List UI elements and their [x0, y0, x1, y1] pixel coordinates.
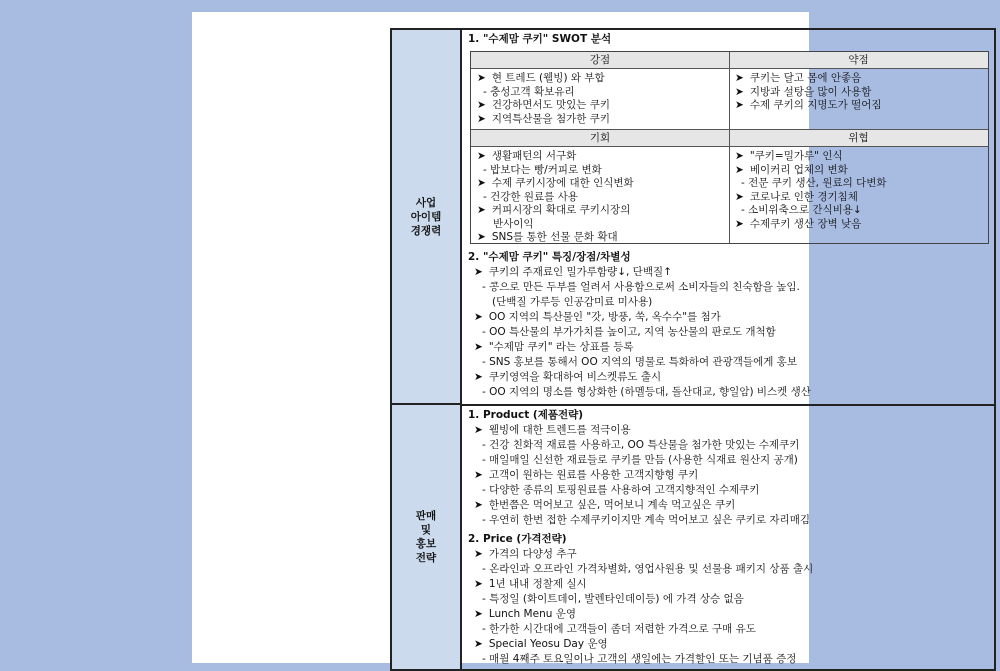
- bullet-item: [468, 310, 990, 325]
- arrow-bullet-icon: ➤: [477, 99, 486, 111]
- item-text: 현 트레드 (웰빙) 와 부합: [491, 72, 605, 84]
- sub-item: [475, 164, 729, 178]
- bullet-item: [468, 637, 990, 652]
- arrow-bullet-icon: ➤: [477, 177, 486, 189]
- sub-item: [468, 325, 990, 340]
- row-label-competitiveness: [392, 30, 462, 405]
- item-text: 고객이 원하는 원료를 사용한 고객지향형 쿠키: [488, 469, 699, 481]
- arrow-bullet-icon: ➤: [477, 204, 486, 216]
- bullet-item: [468, 547, 990, 562]
- arrow-bullet-icon: ➤: [474, 638, 483, 650]
- sub-item: [468, 453, 990, 468]
- item-text: 가격의 다양성 추구: [488, 548, 577, 560]
- arrow-bullet-icon: ➤: [735, 72, 744, 84]
- arrow-bullet-icon: ➤: [477, 72, 486, 84]
- item-text: - 매일매일 신선한 재료들로 쿠키를 만듬 (사용한 식재료 원산지 공개): [482, 454, 798, 466]
- bullet-item: [733, 99, 988, 113]
- sub-item: [733, 204, 988, 218]
- label-line: 홍보: [415, 538, 437, 550]
- swot-threat-list: [729, 147, 988, 231]
- item-text: 수제쿠키 생산 장벽 낮음: [749, 217, 862, 230]
- item-text: - 한가한 시간대에 고객들이 좀더 저렴한 가격으로 구매 유도: [482, 623, 756, 635]
- item-text: 쿠키의 주재료인 밀가루함량↓, 단백질↑: [488, 266, 672, 278]
- item-text: - OO 특산물의 부가가치를 높이고, 지역 농산물의 판로도 개척함: [482, 326, 776, 338]
- arrow-bullet-icon: ➤: [735, 163, 744, 176]
- item-text: - 전문 쿠키 생산, 원료의 다변화: [741, 177, 887, 189]
- label-line: 전략: [415, 552, 437, 564]
- item-text: - OO 지역의 명소를 형상화한 (하멜등대, 돌산대교, 향일암) 비스켓 생산: [482, 386, 811, 398]
- features-list: [468, 265, 990, 400]
- sub-item: [468, 355, 990, 370]
- bullet-item: [468, 423, 990, 438]
- bullet-item: [468, 265, 990, 280]
- bullet-item: [468, 607, 990, 622]
- item-text: 코로나로 인한 경기침체: [749, 190, 858, 203]
- sub-item: [733, 177, 988, 191]
- arrow-bullet-icon: ➤: [735, 99, 744, 111]
- arrow-bullet-icon: ➤: [477, 231, 486, 243]
- sub-item: [475, 218, 729, 232]
- arrow-bullet-icon: ➤: [474, 266, 483, 278]
- item-text: "쿠키=밀가루" 인식: [749, 150, 843, 162]
- item-text: 한번쯤은 먹어보고 싶은, 먹어보니 계속 먹고싶은 쿠키: [488, 499, 736, 511]
- item-text: - 건강한 원료를 사용: [483, 190, 578, 203]
- sub-item: [468, 592, 990, 607]
- arrow-bullet-icon: ➤: [474, 499, 483, 511]
- swot-header-weakness: 약점: [729, 52, 988, 69]
- bullet-item: [733, 150, 988, 164]
- item-text: - 매월 4째주 토요일이나 고객의 생일에는 가격할인 또는 기념품 증정: [482, 653, 797, 665]
- arrow-bullet-icon: ➤: [474, 371, 483, 383]
- item-text: 생활패턴의 서구화: [491, 150, 577, 162]
- arrow-bullet-icon: ➤: [477, 112, 486, 125]
- bullet-item: [475, 72, 729, 86]
- sub-item: [468, 483, 990, 498]
- item-text: - 소비위축으로 간식비용↓: [741, 204, 862, 216]
- swot-header-threat: 위협: [729, 130, 988, 147]
- bullet-item: [475, 150, 729, 164]
- item-text: - 콩으로 만든 두부를 얼려서 사용함으로써 소비자들의 친숙함을 높임.: [482, 281, 800, 293]
- product-title: 1. Product (제품전략): [468, 409, 584, 421]
- price-title: 2. Price (가격전략): [468, 533, 567, 545]
- bullet-item: [733, 218, 988, 232]
- arrow-bullet-icon: ➤: [735, 85, 744, 98]
- swot-section: [468, 32, 990, 47]
- bullet-item: [475, 204, 729, 218]
- bullet-item: [468, 370, 990, 385]
- bullet-item: [468, 498, 990, 513]
- bullet-item: [733, 164, 988, 178]
- bullet-item: [475, 99, 729, 113]
- item-text: "수제맘 쿠키" 라는 상표를 등록: [488, 341, 634, 353]
- label-line: 판매: [415, 510, 437, 522]
- swot-vertical-divider: [729, 52, 730, 243]
- sub-item: [468, 438, 990, 453]
- sub-item: [468, 622, 990, 637]
- label-line: 사업: [415, 196, 437, 209]
- product-list: [468, 423, 990, 528]
- label-line: 및: [420, 524, 432, 536]
- arrow-bullet-icon: ➤: [735, 190, 744, 203]
- arrow-bullet-icon: ➤: [477, 150, 486, 162]
- sub-item: [475, 86, 729, 100]
- item-text: 베이커리 업체의 변화: [749, 163, 848, 176]
- bullet-item: [733, 191, 988, 205]
- sub-item: [468, 562, 990, 577]
- item-text: 쿠키영역을 확대하여 비스켓류도 출시: [488, 371, 662, 383]
- arrow-bullet-icon: ➤: [474, 311, 483, 323]
- features-section: [468, 250, 990, 400]
- bullet-item: [468, 468, 990, 483]
- item-text: 수제 쿠키시장에 대한 인식변화: [491, 177, 634, 189]
- bullet-item: [733, 72, 988, 86]
- item-text: - 건강 친화적 재료를 사용하고, OO 특산물을 첨가한 맛있는 수제쿠키: [482, 439, 800, 451]
- sub-item: [468, 280, 990, 295]
- product-section: [468, 408, 990, 528]
- label-line: 경쟁력: [410, 224, 442, 237]
- business-plan-table: [390, 28, 996, 671]
- item-text: (단백질 가루등 인공감미료 미사용): [492, 296, 653, 308]
- arrow-bullet-icon: ➤: [474, 548, 483, 560]
- arrow-bullet-icon: ➤: [474, 578, 483, 590]
- item-text: 수제 쿠키의 지명도가 떨어짐: [749, 99, 882, 111]
- sub-item: [468, 385, 990, 400]
- item-text: 커피시장의 확대로 쿠키시장의: [491, 204, 631, 216]
- bullet-item: [468, 577, 990, 592]
- price-list: [468, 547, 990, 667]
- item-text: 1년 내내 정찰제 실시: [488, 578, 587, 590]
- bullet-item: [475, 177, 729, 191]
- swot-header-strength: 강점: [471, 52, 729, 69]
- item-text: - 밥보다는 빵/커피로 변화: [483, 163, 602, 176]
- item-text: 건강하면서도 맛있는 쿠키: [491, 99, 611, 111]
- swot-table: [470, 51, 989, 244]
- item-text: - SNS 홍보를 통해서 OO 지역의 명물로 특화하여 관광객들에게 홍보: [482, 356, 797, 368]
- bullet-item: [733, 86, 988, 100]
- sub-item: [468, 652, 990, 667]
- item-text: Special Yeosu Day 운영: [488, 638, 608, 650]
- item-text: 지방과 설탕을 많이 사용함: [749, 85, 872, 98]
- row-divider: [462, 404, 994, 406]
- arrow-bullet-icon: ➤: [474, 608, 483, 620]
- item-text: 웰빙에 대한 트렌드를 적극이용: [488, 424, 631, 436]
- item-text: 반사이익: [493, 217, 534, 230]
- item-text: Lunch Menu 운영: [488, 608, 577, 620]
- swot-opportunity-list: [471, 147, 729, 245]
- item-text: - 다양한 종류의 토핑원료를 사용하여 고객지향적인 수제쿠키: [482, 484, 760, 496]
- sub-item: [475, 191, 729, 205]
- price-section: [468, 532, 990, 667]
- features-title: 2. "수제맘 쿠키" 특징/장점/차별성: [468, 251, 631, 263]
- arrow-bullet-icon: ➤: [474, 424, 483, 436]
- swot-strength-list: [471, 69, 729, 129]
- label-line: 아이템: [410, 210, 442, 223]
- item-text: - 특정일 (화이트데이, 발렌타인데이등) 에 가격 상승 없음: [482, 593, 744, 605]
- arrow-bullet-icon: ➤: [735, 150, 744, 162]
- item-text: OO 지역의 특산물인 "갓, 방풍, 쑥, 옥수수"를 첨가: [488, 311, 721, 323]
- bullet-item: [468, 340, 990, 355]
- item-text: 쿠키는 달고 몸에 안좋음: [749, 72, 862, 84]
- document-page: [192, 12, 887, 665]
- swot-weakness-list: [729, 69, 988, 129]
- swot-title: 1. "수제맘 쿠키" SWOT 분석: [468, 33, 612, 45]
- item-text: - 온라인과 오프라인 가격차별화, 영업사원용 및 선물용 패키지 상품 출시: [482, 563, 814, 575]
- arrow-bullet-icon: ➤: [474, 341, 483, 353]
- bullet-item: [475, 113, 729, 127]
- arrow-bullet-icon: ➤: [735, 217, 744, 230]
- row-label-sales-strategy: [392, 405, 462, 669]
- item-text: - 충성고객 확보유리: [483, 85, 575, 98]
- item-text: - 우연히 한번 접한 수제쿠키이지만 계속 먹어보고 싶은 쿠키로 자리매김: [482, 514, 810, 526]
- arrow-bullet-icon: ➤: [474, 469, 483, 481]
- sub-item: [468, 513, 990, 528]
- item-text: 지역특산물을 첨가한 쿠키: [491, 112, 611, 125]
- swot-header-opportunity: 기회: [471, 130, 729, 147]
- item-text: SNS를 통한 선물 문화 확대: [491, 231, 618, 243]
- sub-item: [468, 295, 990, 310]
- bullet-item: [475, 231, 729, 245]
